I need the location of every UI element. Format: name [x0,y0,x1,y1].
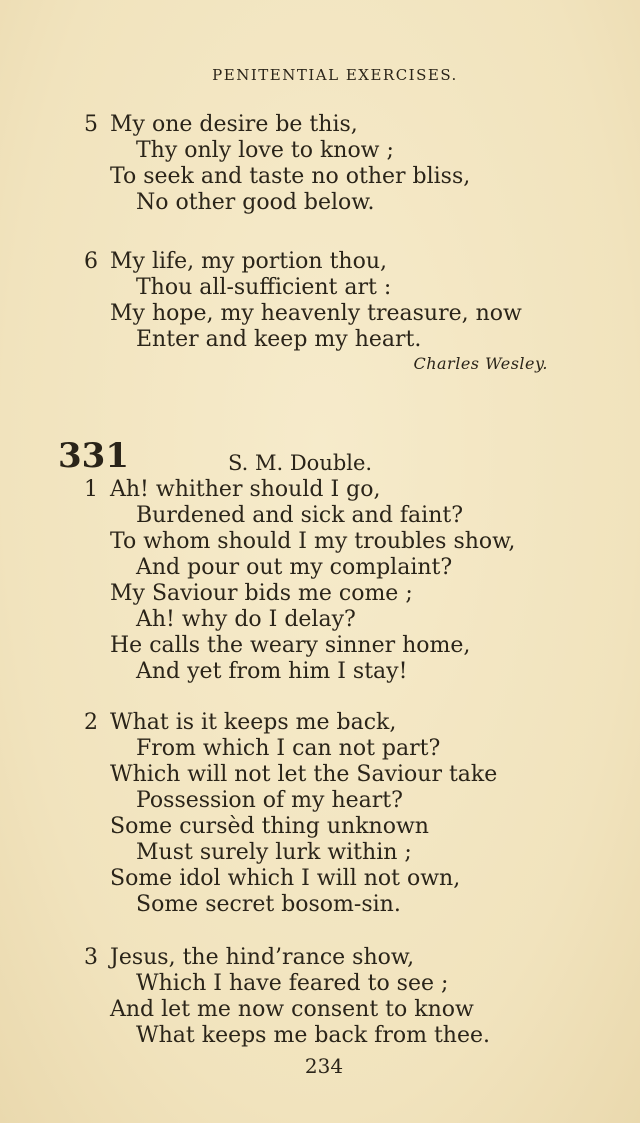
stanza-number: 2 [84,710,98,735]
verse-line: No other good below. [136,190,375,215]
verse-line: Ah! whither should I go, [110,477,381,502]
verse-line: And yet from him I stay! [136,659,408,684]
verse-line: And pour out my complaint? [136,555,453,580]
verse-line: Some secret bosom-sin. [136,892,401,917]
verse-line: My Saviour bids me come ; [110,581,413,606]
verse-line: To whom should I my troubles show, [110,529,516,554]
verse-line: What keeps me back from thee. [136,1023,490,1048]
hymn-number: 331 [58,436,129,476]
verse-line: Which will not let the Saviour take [110,762,498,787]
verse-line: Thy only love to know ; [136,138,394,163]
verse-line: My one desire be this, [110,112,358,137]
verse-line: And let me now consent to know [110,997,474,1022]
verse-line: Ah! why do I delay? [136,607,356,632]
verse-line: Possession of my heart? [136,788,403,813]
verse-line: Enter and keep my heart. [136,327,422,352]
running-header: PENITENTIAL EXERCISES. [212,66,458,84]
hymn-meter: S. M. Double. [228,451,373,475]
stanza-number: 1 [84,477,98,502]
verse-line: Must surely lurk within ; [136,840,412,865]
verse-line: Jesus, the hind’rance show, [110,945,415,970]
verse-line: He calls the weary sinner home, [110,633,471,658]
verse-line: My hope, my heavenly treasure, now [110,301,522,326]
verse-line: Thou all-sufficient art : [136,275,392,300]
verse-line: Which I have feared to see ; [136,971,449,996]
verse-line: To seek and taste no other bliss, [110,164,471,189]
verse-line: Burdened and sick and faint? [136,503,464,528]
page-number: 234 [304,1054,344,1078]
stanza-number: 5 [84,112,98,137]
verse-line: Some cursèd thing unknown [110,814,429,839]
verse-line: From which I can not part? [136,736,441,761]
stanza-number: 6 [84,249,98,274]
verse-line: Some idol which I will not own, [110,866,461,891]
verse-line: My life, my portion thou, [110,249,387,274]
verse-line: What is it keeps me back, [110,710,397,735]
stanza-number: 3 [84,945,98,970]
author-attribution: Charles Wesley. [413,354,548,373]
